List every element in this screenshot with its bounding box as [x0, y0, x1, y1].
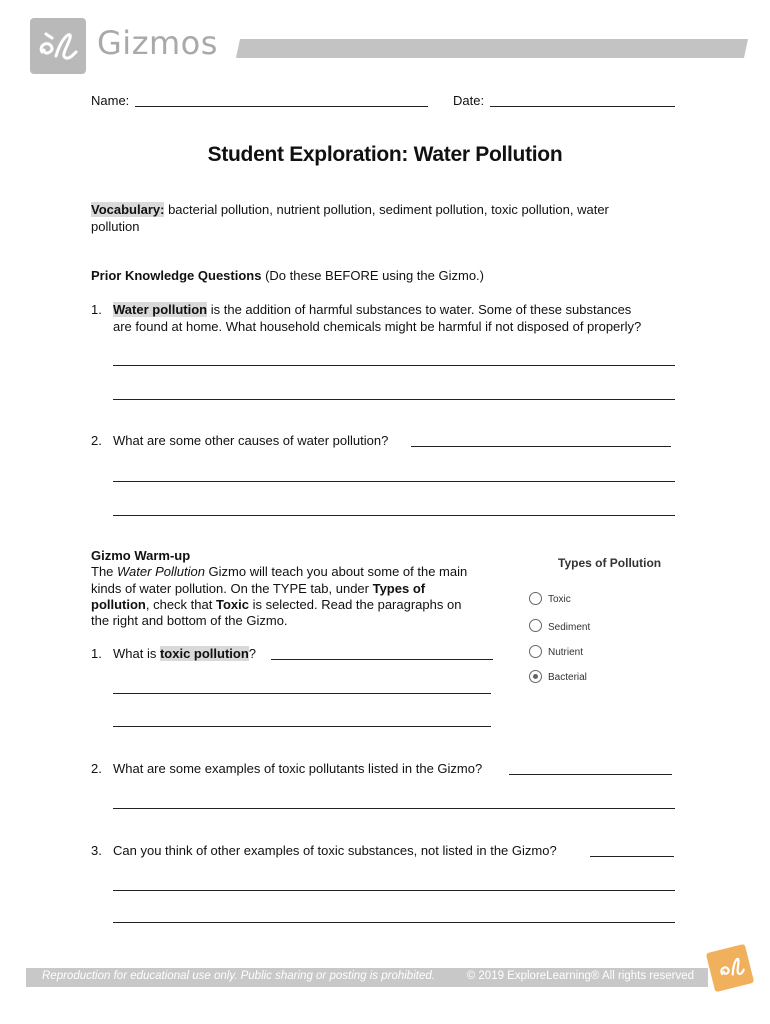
question-number: 2. — [91, 761, 102, 776]
name-field-label: Name: — [91, 93, 130, 108]
radio-toxic[interactable] — [529, 592, 542, 605]
answer-line[interactable] — [113, 726, 491, 727]
footer-copyright: © 2019 ExploreLearning® All rights reserved — [466, 970, 694, 982]
vocabulary-line-1: Vocabulary: bacterial pollution, nutrient pollution, sediment pollution, toxic pollution, water — [91, 202, 609, 217]
answer-line[interactable] — [113, 481, 675, 482]
question-number: 1. — [91, 302, 102, 317]
radio-label-sediment: Sediment — [548, 622, 591, 633]
answer-line[interactable] — [113, 365, 675, 366]
question-number: 2. — [91, 433, 102, 448]
radio-bacterial[interactable] — [529, 670, 542, 683]
explorelearning-logo — [30, 18, 86, 74]
vocabulary-label: Vocabulary: — [91, 202, 165, 217]
name-field[interactable] — [135, 106, 428, 107]
warmup-line-1: The Water Pollution Gizmo will teach you about some of the main — [91, 564, 468, 579]
date-field[interactable] — [490, 106, 675, 107]
term-water-pollution: Water pollution — [113, 302, 208, 317]
radio-label-nutrient: Nutrient — [548, 647, 584, 658]
answer-line[interactable] — [113, 890, 675, 891]
answer-line[interactable] — [509, 774, 672, 775]
vocabulary-line-2: pollution — [91, 219, 140, 234]
date-field-label: Date: — [453, 93, 485, 108]
warmup-q2-text: What are some examples of toxic pollutants listed in the Gizmo? — [113, 761, 483, 776]
term-toxic-pollution: toxic pollution — [159, 646, 249, 661]
answer-line[interactable] — [271, 659, 493, 660]
question-number: 1. — [91, 646, 102, 661]
el-logo-icon — [36, 26, 80, 66]
answer-line[interactable] — [590, 856, 674, 857]
answer-line[interactable] — [113, 808, 675, 809]
types-of-pollution-title: Types of Pollution — [558, 556, 662, 570]
brand-name: Gizmos — [97, 24, 218, 62]
answer-line[interactable] — [113, 399, 675, 400]
header-bar — [236, 39, 748, 58]
warmup-line-4: the right and bottom of the Gizmo. — [91, 613, 288, 628]
warmup-heading: Gizmo Warm-up — [91, 548, 191, 563]
radio-sediment[interactable] — [529, 619, 542, 632]
warmup-q1-text: What is toxic pollution? — [113, 646, 257, 661]
el-logo-icon — [715, 951, 747, 984]
footer-bar — [26, 968, 708, 987]
answer-line[interactable] — [411, 446, 671, 447]
radio-label-bacterial: Bacterial — [548, 672, 587, 683]
page-title: Student Exploration: Water Pollution — [207, 143, 563, 166]
footer-disclaimer: Reproduction for educational use only. Public sharing or posting is prohibited. — [42, 970, 435, 982]
answer-line[interactable] — [113, 515, 675, 516]
answer-line[interactable] — [113, 693, 491, 694]
radio-nutrient[interactable] — [529, 645, 542, 658]
question-number: 3. — [91, 843, 102, 858]
footer-logo-badge — [706, 944, 754, 992]
answer-line[interactable] — [113, 922, 675, 923]
prior-q1-line-2: are found at home. What household chemicals might be harmful if not disposed of properly? — [113, 319, 642, 334]
prior-knowledge-heading: Prior Knowledge Questions (Do these BEFORE using the Gizmo.) — [91, 268, 484, 283]
prior-q1-line-1: Water pollution is the addition of harmful substances to water. Some of these substances — [113, 302, 632, 317]
radio-label-toxic: Toxic — [548, 594, 571, 605]
prior-q2-text: What are some other causes of water pollution? — [113, 433, 389, 448]
warmup-line-3: pollution, check that Toxic is selected. Read the paragraphs on — [91, 597, 462, 612]
warmup-q3-text: Can you think of other examples of toxic substances, not listed in the Gizmo? — [113, 843, 557, 858]
warmup-line-2: kinds of water pollution. On the TYPE tab, under Types of — [91, 581, 426, 596]
